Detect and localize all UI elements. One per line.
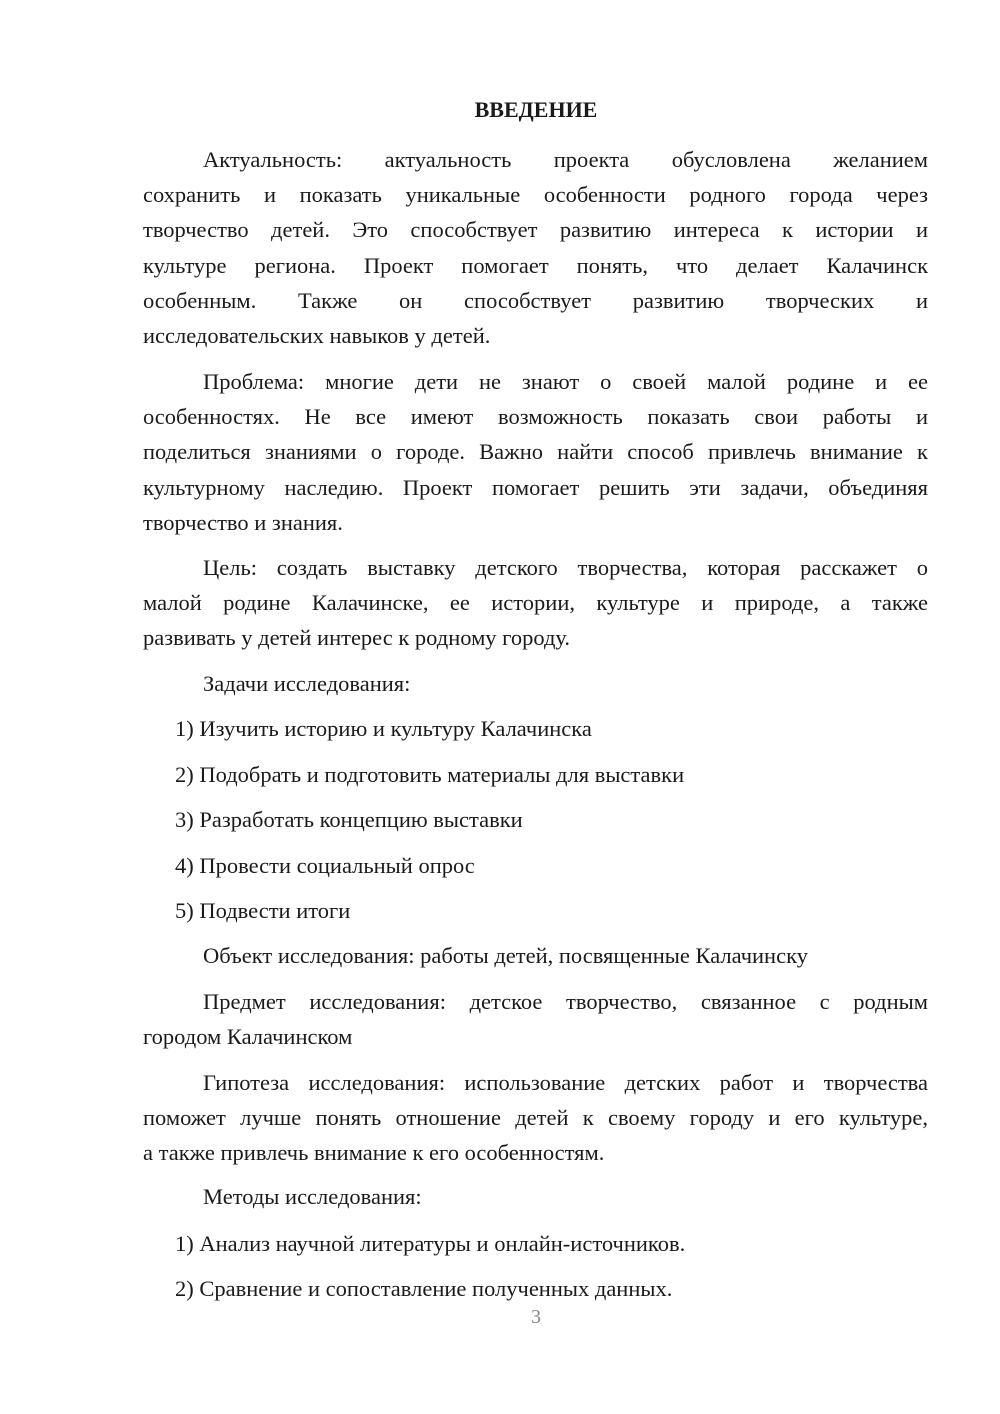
task-item: 2) Подобрать и подготовить материалы для выставки — [175, 762, 685, 787]
text-line: Предмет исследования: детское творчество, связанное с родным — [203, 989, 928, 1014]
relevance-paragraph — [143, 142, 928, 353]
page-title: ВВЕДЕНИЕ — [474, 97, 598, 122]
method-item: 1) Анализ научной литературы и онлайн-источников. — [175, 1231, 686, 1256]
text-line: Гипотеза исследования: использование детских работ и творчества — [203, 1070, 928, 1095]
problem-paragraph — [143, 364, 928, 540]
text-line: Проблема: многие дети не знают о своей малой родине и ее — [203, 369, 928, 394]
method-item: 2) Сравнение и сопоставление полученных данных. — [175, 1276, 673, 1301]
text-line: поделиться знаниями о городе. Важно найти способ привлечь внимание к — [143, 439, 928, 465]
text-line: малой родине Калачинске, ее истории, культуре и природе, а также — [143, 590, 928, 616]
text-line: развивать у детей интерес к родному городу. — [143, 625, 571, 651]
text-line: поможет лучше понять отношение детей к своему городу и его культуре, — [143, 1105, 928, 1131]
methods-heading: Методы исследования: — [203, 1184, 422, 1209]
text-line: Цель: создать выставку детского творчества, которая расскажет о — [203, 555, 928, 580]
task-item: 5) Подвести итоги — [175, 898, 351, 923]
text-line: а также привлечь внимание к его особенностям. — [143, 1140, 605, 1166]
tasks-heading: Задачи исследования: — [203, 671, 411, 696]
task-item: 4) Провести социальный опрос — [175, 853, 475, 878]
text-line: особенностях. Не все имеют возможность показать свои работы и — [143, 404, 928, 430]
task-item: 1) Изучить историю и культуру Калачинска — [175, 716, 592, 741]
text-line: городом Калачинском — [143, 1024, 353, 1050]
text-line: культуре региона. Проект помогает понять, что делает Калачинск — [143, 252, 928, 278]
text-line: исследовательских навыков у детей. — [143, 322, 491, 348]
subject-paragraph — [143, 984, 928, 1054]
goal-paragraph — [143, 550, 928, 656]
object-line: Объект исследования: работы детей, посвященные Калачинску — [203, 943, 808, 968]
text-line: культурному наследию. Проект помогает решить эти задачи, объединяя — [143, 474, 928, 500]
text-line: Актуальность: актуальность проекта обусловлена желанием — [203, 147, 928, 172]
page-number: 3 — [531, 1306, 541, 1328]
text-line: творчество и знания. — [143, 509, 343, 535]
text-line: творчество детей. Это способствует развитию интереса к истории и — [143, 217, 928, 243]
task-item: 3) Разработать концепцию выставки — [175, 807, 523, 832]
hypothesis-paragraph — [143, 1065, 928, 1171]
text-line: сохранить и показать уникальные особенности родного города через — [143, 182, 928, 208]
text-line: особенным. Также он способствует развитию творческих и — [143, 287, 928, 313]
